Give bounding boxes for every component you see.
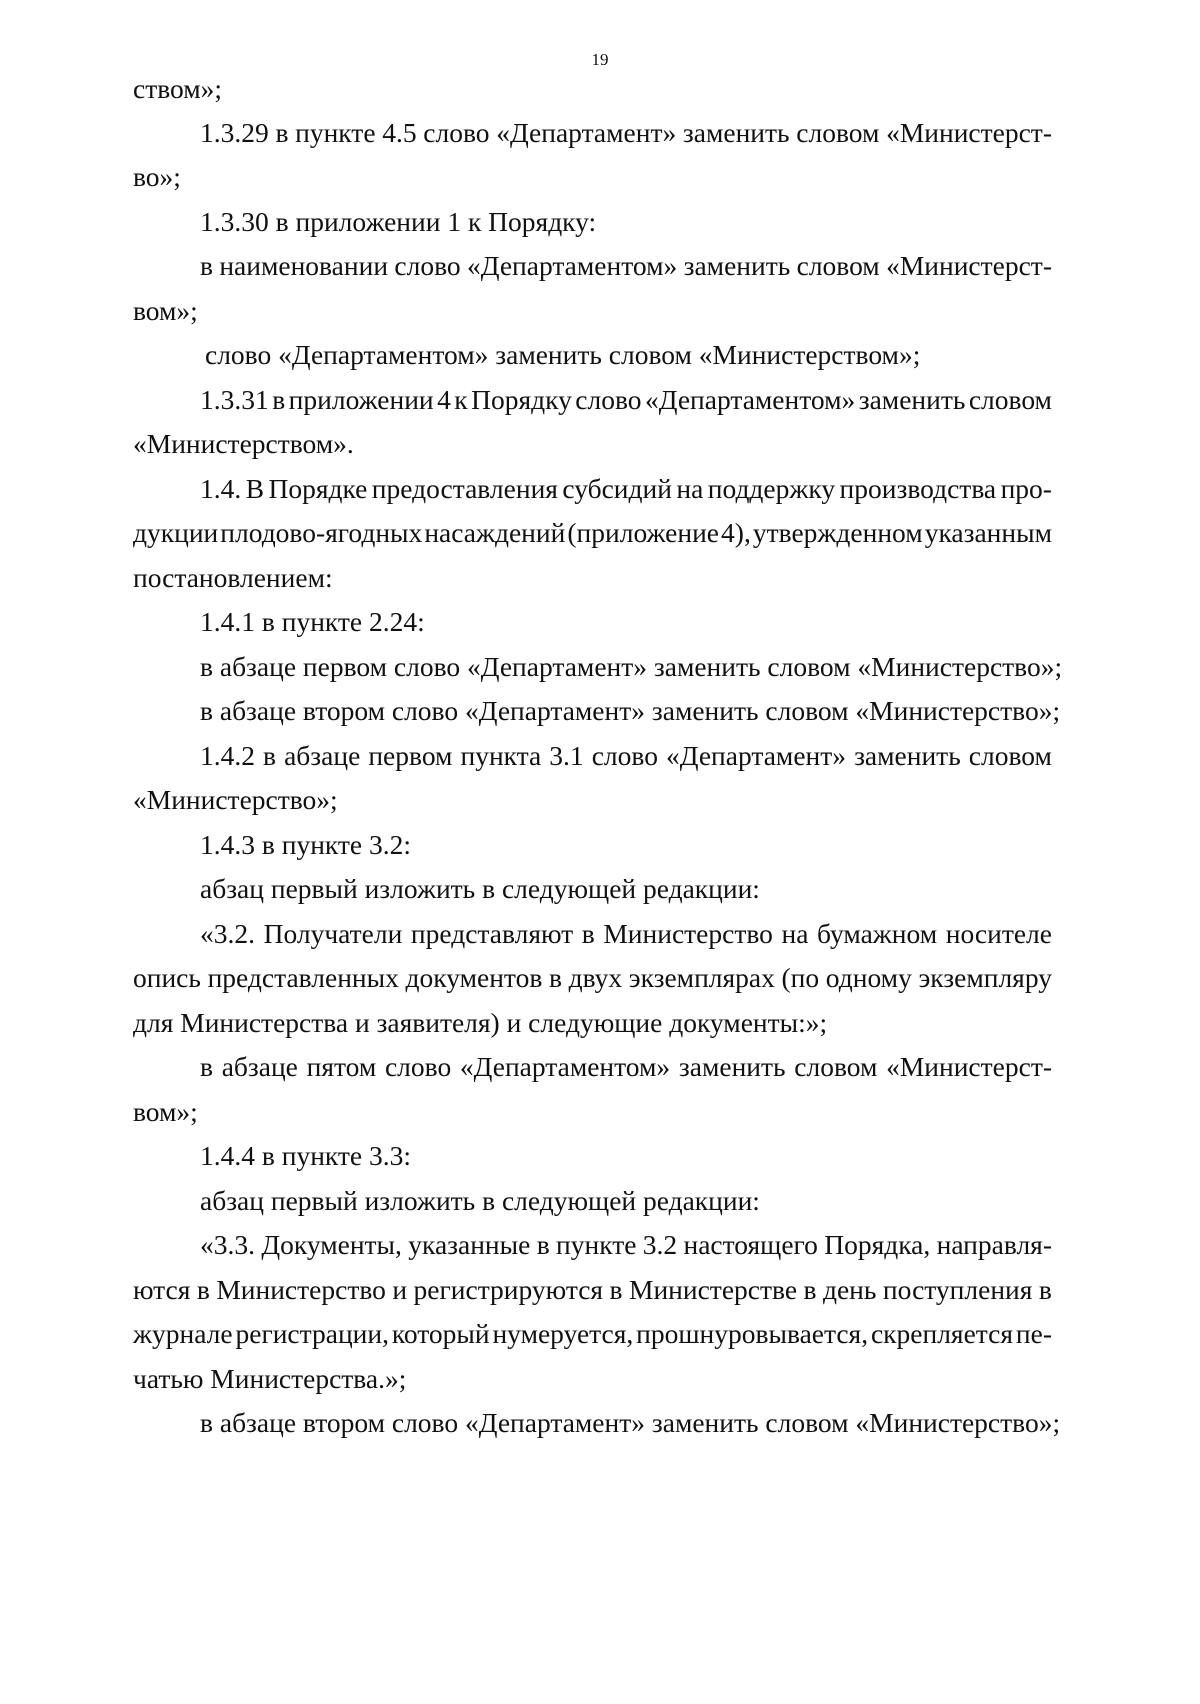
word: слово [423,117,490,148]
word: который [391,1318,490,1349]
word: 4), [721,517,751,548]
text-line: для Министерства и заявителя) и следующие документы:»; [133,1007,828,1038]
word: одному [825,962,912,993]
word: заменить [683,250,791,281]
text-line [133,516,1052,550]
word: дукции [133,517,219,548]
word: плодово-ягодных [220,517,423,548]
word: первом [368,740,453,771]
word: представленных [207,962,399,993]
text-line: 1.3.30 в приложении 1 к Порядку: [200,206,597,237]
word: «Департаментом» [644,384,856,415]
word: пункта [460,740,542,771]
word: словом [796,250,880,281]
word: пе- [1015,1318,1052,1349]
page-number: 19 [591,50,609,69]
word: 1.4.2 [200,740,255,771]
word: абзаце [284,740,361,771]
word: пятом [306,1051,377,1082]
word: слово [591,740,658,771]
word: представляют [410,918,574,949]
text-line: 1.4.3 в пункте 3.2: [200,829,412,860]
word: «Министерст- [886,250,1052,281]
word: заменить [854,740,961,771]
word: экземплярах [628,962,775,993]
word: приложении [288,384,434,415]
word: в [609,1274,623,1305]
word: наименовании [219,250,389,281]
word: Порядке [268,473,368,504]
word: регистрации, [235,1318,389,1349]
text-line: в абзаце первом слово «Департамент» заменить словом «Министерство»; [200,651,1063,682]
text-line: слово «Департаментом» заменить словом «Министерством»; [205,339,921,370]
word: насаждений [424,517,566,548]
word: в [803,1274,817,1305]
word: ются [133,1274,191,1305]
text-line: 1.4.4 в пункте 3.3: [200,1140,412,1171]
word: слово [394,250,461,281]
text-line: в абзаце втором слово «Департамент» заменить словом «Министерство»; [200,1407,1061,1438]
text-line: во»; [133,161,181,192]
text-line: ством»; [133,73,223,104]
text-line [200,383,1052,417]
text-line: «Министерством». [133,428,354,459]
word: бумажном [817,918,938,949]
word: носителе [945,918,1052,949]
text-line: вом»; [133,295,198,326]
word: «Департаментом» [459,1051,671,1082]
word: к [454,384,468,415]
word: в [1038,1274,1052,1305]
text-line [200,917,1052,951]
word: в [548,962,562,993]
word: направля- [936,1229,1052,1260]
word: Получатели [263,918,403,949]
word: указанным [924,517,1052,548]
word: (приложение [567,517,719,548]
word: Порядка, [824,1229,931,1260]
word: предоставления [371,473,558,504]
word: прошнуровывается, [636,1318,869,1349]
text-line: абзац первый изложить в следующей редакции: [200,1185,760,1216]
word: журнале [133,1318,233,1349]
word: в [272,384,286,415]
word: и [392,1274,408,1305]
word: «Министерст- [886,1051,1052,1082]
text-line [133,1317,1052,1351]
word: «3.2. [200,918,255,949]
word: 4.5 [382,117,417,148]
word: «Департамент» [496,117,677,148]
text-line: абзац первый изложить в следующей редакции: [200,873,760,904]
word: указанные [408,1229,531,1260]
word: скрепляется [870,1318,1013,1349]
text-line: 1.4.1 в пункте 2.24: [200,606,425,637]
word: абзаце [221,1051,298,1082]
word: 4 [437,384,451,415]
word: слово [384,1051,452,1082]
word: Порядку [471,384,572,415]
text-line [200,116,1052,150]
text-line: вом»; [133,1096,198,1127]
word: на [676,473,704,504]
word: Документы, [261,1229,402,1260]
text-line [200,472,1052,506]
text-line [200,1228,1052,1262]
word: 1.4. [200,473,242,504]
word: в [536,1229,550,1260]
word: в [581,918,595,949]
word: 1.3.29 [200,117,269,148]
text-line [200,249,1052,283]
word: «Департаментом» [466,250,678,281]
text-line [133,1273,1052,1307]
text-line: постановлением: [133,562,333,593]
word: в [196,1274,210,1305]
word: поступления [882,1274,1033,1305]
word: заменить [682,117,790,148]
word: Министерство [603,918,773,949]
word: двух [568,962,623,993]
word: 3.2 [642,1229,678,1260]
word: 1.3.31 [200,384,269,415]
word: в [200,1051,213,1082]
word: словом [968,740,1052,771]
word: утвержденном [752,517,923,548]
word: на [781,918,809,949]
word: словом [796,117,880,148]
word: день [822,1274,877,1305]
word: заменить [678,1051,786,1082]
word: регистрируются [413,1274,604,1305]
text-line: в абзаце втором слово «Департамент» заменить словом «Министерство»; [200,695,1061,726]
word: пункте [295,117,376,148]
word: заменить [858,384,966,415]
text-line [200,1050,1052,1084]
word: «3.3. [200,1229,255,1260]
word: производства [839,473,997,504]
word: слово [575,384,642,415]
word: (по [781,962,820,993]
text-line: чатью Министерства.»; [133,1363,407,1394]
word: В [245,473,265,504]
text-line [133,961,1052,995]
word: словом [794,1051,878,1082]
word: «Министерст- [886,117,1052,148]
word: экземпляру [918,962,1052,993]
word: в [200,250,213,281]
word: субсидий [562,473,672,504]
word: Министерстве [629,1274,798,1305]
word: документов [405,962,543,993]
word: 3.1 [549,740,584,771]
word: в [263,740,277,771]
word: пункте [556,1229,637,1260]
text-line: «Министерство»; [133,784,338,815]
word: словом [968,384,1052,415]
word: поддержку [707,473,836,504]
word: в [275,117,289,148]
word: нумеруется, [492,1318,634,1349]
word: «Департамент» [666,740,847,771]
word: Министерство [216,1274,386,1305]
word: настоящего [683,1229,818,1260]
word: опись [133,962,201,993]
text-line [200,739,1052,773]
word: про- [1000,473,1052,504]
